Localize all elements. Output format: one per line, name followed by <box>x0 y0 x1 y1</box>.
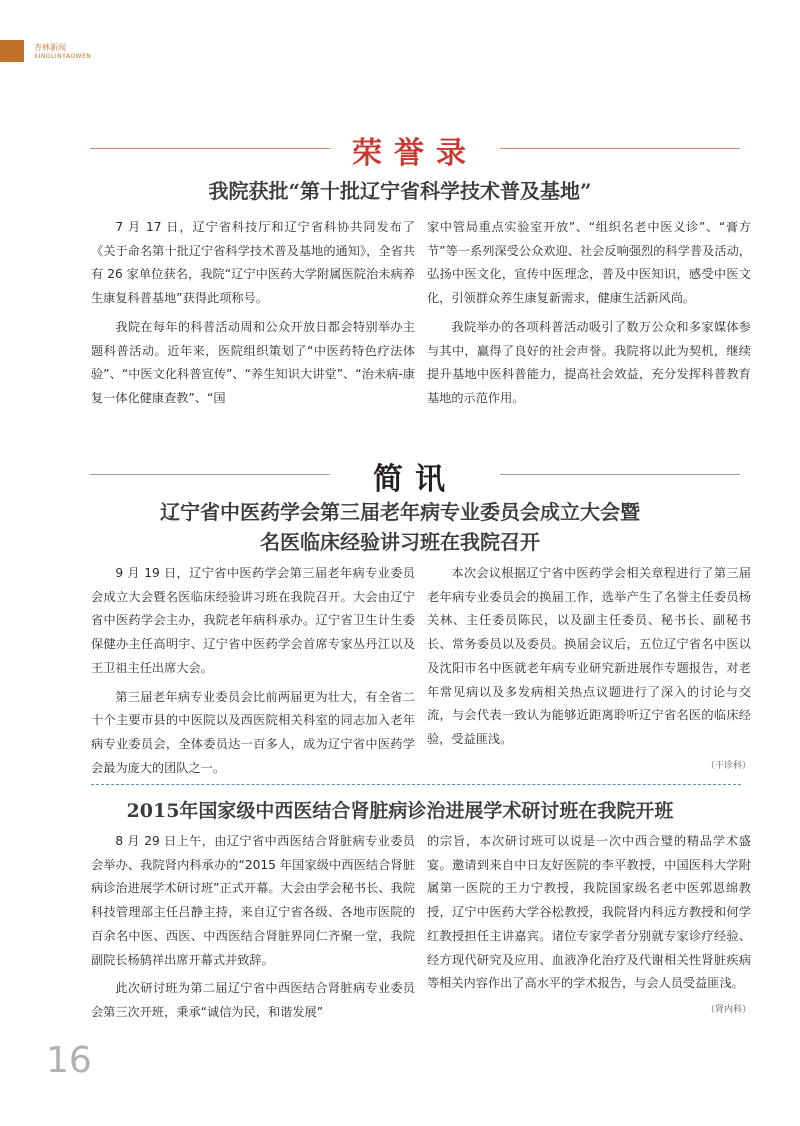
article-title: 2015年国家级中西医结合肾脏病诊治进展学术研讨班在我院开班 <box>126 800 674 822</box>
article-title-line: 辽宁省中医药学会第三届老年病专业委员会成立大会暨 <box>160 500 640 524</box>
paragraph: 此次研讨班为第二届辽宁省中西医结合肾脏病专业委员会第三次开班，秉承“诚信为民，和谐发展” <box>91 981 415 1019</box>
magazine-brand <box>34 43 91 61</box>
article-column-left <box>91 830 415 1030</box>
article-column-right <box>427 562 751 778</box>
section-header-honors <box>90 128 740 171</box>
paragraph: 8 月 29 日上午，由辽宁省中西医结合肾脏病专业委员会举办、我院肾内科承办的“2015 年国家级中西医结合肾脏病诊治进展学术研讨班”正式开幕。大会由学会秘书长、我院科技管理部主任吕静主持，来自辽宁省各级、各地市医院的百余名中医、西医、中西医结合肾脏界同仁齐聚一堂，我院副院长杨鸫祥出席开幕式并致辞。 <box>91 834 415 967</box>
dashed-separator <box>91 784 741 785</box>
corner-color-block <box>0 40 24 62</box>
page-number: 16 <box>46 1040 92 1081</box>
paragraph: 9 月 19 日，辽宁省中医药学会第三届老年病专业委员会成立大会暨名医临床经验讲习班在我院召开。大会由辽宁省中医药学会主办，我院老年病科承办。辽宁省卫生计生委保健办主任高明宇、辽宁省中医药学会首席专家丛丹江以及王卫祖主任出席大会。 <box>91 566 415 675</box>
article-column-left <box>91 216 415 416</box>
brand-en: XINGLINYAOWEN <box>34 53 92 60</box>
section-title: 荣誉录 <box>352 136 478 171</box>
article-title-line: 名医临床经验讲习班在我院召开 <box>260 530 540 554</box>
article-signature: （干诊科） <box>705 760 751 771</box>
paragraph: 我院在每年的科普活动周和公众开放日都会特别举办主题科普活动。近年来，医院组织策划了“中医药特色疗法体验”、“中医文化科普宣传”、“养生知识大讲堂”、“治未病-康复一体化健康查教”、“国 <box>91 319 415 405</box>
paragraph: 第三届老年病专业委员会比前两届更为壮大，有全省二十个主要市县的中医院以及西医院相关科室的同志加入老年病专业委员会，全体委员达一百多人，成为辽宁省中医药学会最为庞大的团队之一。 <box>91 689 415 775</box>
article-column-right <box>427 830 751 1023</box>
article-signature: （肾内科） <box>705 1004 751 1015</box>
article-title <box>60 497 740 557</box>
section-title: 简讯 <box>373 462 457 497</box>
article-column-right <box>427 216 751 416</box>
paragraph: 7 月 17 日，辽宁省科技厅和辽宁省科协共同发布了《关于命名第十批辽宁省科学技术普及基地的通知》，全省共有 26 家单位获名，我院“辽宁中医药大学附属医院治未病养生康复科普基地”获得此项称号。 <box>91 220 415 306</box>
paragraph: 家中管局重点实验室开放”、“组织名老中医义诊”、“膏方节”等一系列深受公众欢迎、社会反响强烈的科学普及活动，弘扬中医文化，宣传中医理念，普及中医知识，感受中医文化，引领群众养生康复新需求，健康生活新风尚。 <box>427 220 751 306</box>
brand-cn: 杏林新闻 <box>34 43 66 52</box>
paragraph: 本次会议根据辽宁省中医药学会相关章程进行了第三届老年病专业委员会的换届工作，选举产生了名誉主任委员杨关林、主任委员陈民，以及副主任委员、秘书长、副秘书长、常务委员以及委员。换届会议后，五位辽宁省名中医以及沈阳市名中医就老年病专业研究新进展作专题报告，对老年常见病以及多发病相关热点议题进行了深入的讨论与交流，与会代表一致认为能够近距离聆听辽宁省名医的临床经验，受益匪浅。 <box>427 566 751 746</box>
paragraph: 的宗旨，本次研讨班可以说是一次中西合璧的精品学术盛宴。邀请到来自中日友好医院的李平教授，中国医科大学附属第一医院的王力宁教授，我院国家级名老中医郭恩绵教授，辽宁中医药大学谷松教授，我院肾内科远方教授和何学红教授担任主讲嘉宾。诸位专家学者分别就专家诊疗经验、经方现代研究及应用、血液净化治疗及代谢相关性肾脏疾病等相关内容作出了高水平的学术报告，与会人员受益匪浅。 <box>427 834 751 991</box>
article-title: 我院获批“第十批辽宁省科学技术普及基地” <box>208 179 592 203</box>
paragraph: 我院举办的各项科普活动吸引了数万公众和多家媒体参与其中，赢得了良好的社会声誉。我院将以此为契机，继续提升基地中医科普能力，提高社会效益，充分发挥科普教育基地的示范作用。 <box>427 319 751 405</box>
article-column-left <box>91 562 415 785</box>
section-header-news-brief <box>90 454 740 497</box>
